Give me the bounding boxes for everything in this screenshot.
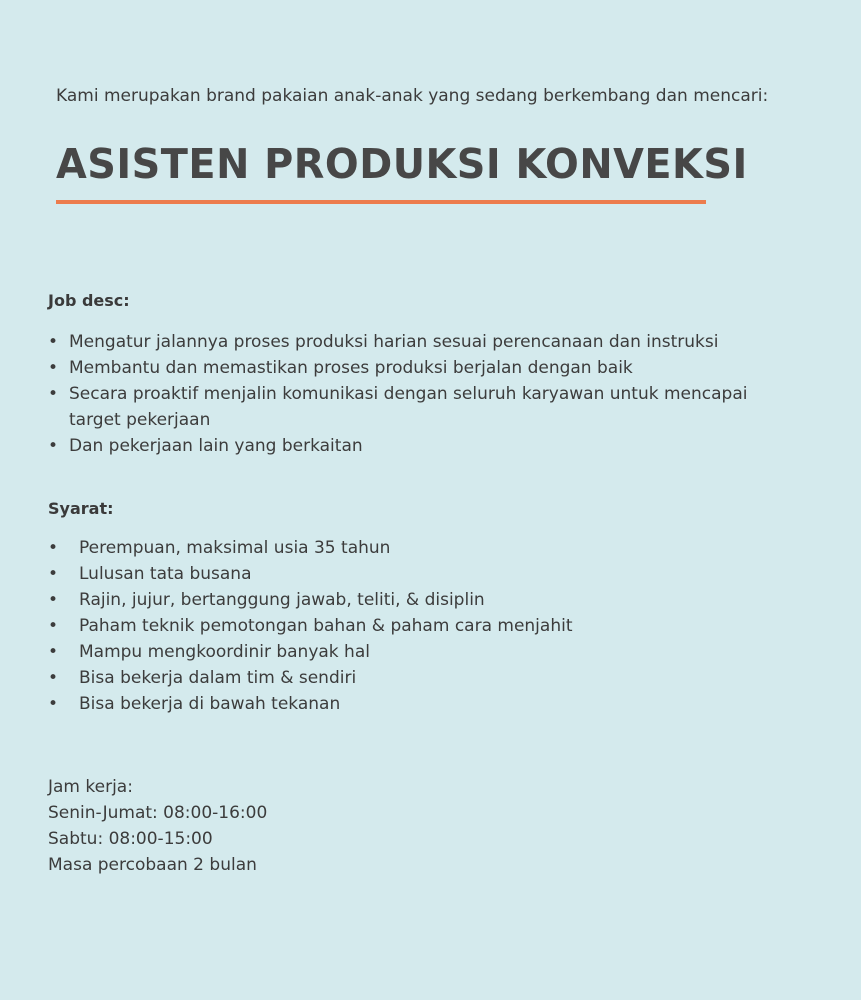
bullet-icon: • [48, 668, 59, 688]
working-hours-label: Jam kerja: [48, 777, 133, 797]
saturday-hours: Sabtu: 08:00-15:00 [48, 829, 213, 849]
bullet-icon: • [48, 590, 59, 610]
bullet-icon: • [48, 642, 59, 662]
probation-period: Masa percobaan 2 bulan [48, 855, 257, 875]
list-item [48, 381, 788, 433]
bullet-icon: • [48, 384, 59, 404]
intro-text: Kami merupakan brand pakaian anak-anak yang sedang berkembang dan mencari: [56, 86, 769, 106]
requirement-item-text: Rajin, jujur, bertanggung jawab, teliti, & disiplin [79, 590, 485, 610]
list-item [48, 613, 748, 639]
list-item [48, 639, 748, 665]
list-item [48, 535, 748, 561]
requirements-heading: Syarat: [48, 499, 114, 518]
bullet-icon: • [48, 332, 59, 352]
requirement-item-text: Mampu mengkoordinir banyak hal [79, 642, 370, 662]
job-desc-list [48, 329, 788, 459]
list-item [48, 665, 748, 691]
job-desc-item-text: Mengatur jalannya proses produksi harian sesuai perencanaan dan instruksi [69, 332, 719, 352]
list-item [48, 587, 748, 613]
requirements-list [48, 535, 748, 717]
job-title: ASISTEN PRODUKSI KONVEKSI [56, 140, 748, 188]
requirement-item-text: Paham teknik pemotongan bahan & paham cara menjahit [79, 616, 573, 636]
bullet-icon: • [48, 616, 59, 636]
working-hours [48, 774, 267, 878]
bullet-icon: • [48, 436, 59, 456]
list-item [48, 691, 748, 717]
bullet-icon: • [48, 694, 59, 714]
bullet-icon: • [48, 358, 59, 378]
weekday-hours: Senin-Jumat: 08:00-16:00 [48, 803, 268, 823]
requirement-item-text: Bisa bekerja dalam tim & sendiri [79, 668, 357, 688]
list-item [48, 355, 788, 381]
title-underline [56, 200, 706, 204]
job-desc-heading: Job desc: [48, 291, 130, 310]
requirement-item-text: Bisa bekerja di bawah tekanan [79, 694, 341, 714]
bullet-icon: • [48, 564, 59, 584]
job-desc-item-text: Membantu dan memastikan proses produksi berjalan dengan baik [69, 358, 633, 378]
list-item [48, 329, 788, 355]
job-desc-item-text: Secara proaktif menjalin komunikasi dengan seluruh karyawan untuk mencapai target pekerjaan [69, 384, 748, 430]
requirement-item-text: Lulusan tata busana [79, 564, 252, 584]
bullet-icon: • [48, 538, 59, 558]
list-item [48, 433, 788, 459]
job-desc-item-text: Dan pekerjaan lain yang berkaitan [69, 436, 363, 456]
requirement-item-text: Perempuan, maksimal usia 35 tahun [79, 538, 391, 558]
list-item [48, 561, 748, 587]
